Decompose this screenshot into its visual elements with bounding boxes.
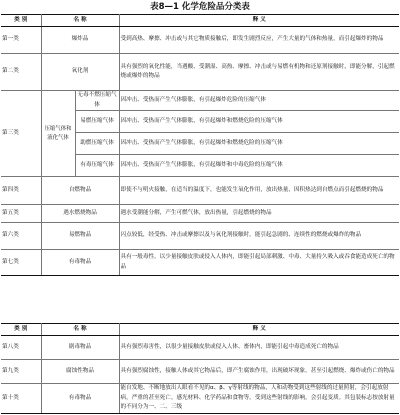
name-cell: 氧化剂 xyxy=(41,54,119,91)
category-cell: 第八类 xyxy=(1,336,41,360)
definition-cell: 即使不与明火接触，在适当的温度下，也能发生氧化作用，放出热量，因积热达到自燃点而引起燃烧的物品 xyxy=(119,177,399,205)
definition-cell: 闪点较低，经受热、冲击或摩擦以及与氧化剂接触时，能引起急剧的、连续性的燃烧或爆炸的物品 xyxy=(119,223,399,250)
name-cell: 有毒物品 xyxy=(41,384,119,414)
table-row xyxy=(1,360,399,384)
header-definition: 释 义 xyxy=(119,324,399,336)
header-category: 类 别 xyxy=(1,15,41,27)
header-definition: 释 义 xyxy=(119,15,399,27)
definition-cell: 遇水受潮能分解，产生可燃气体，放出热量，引起燃烧的物品 xyxy=(119,205,399,223)
table-row xyxy=(1,91,399,111)
subcategory-cell: 助燃压缩气体 xyxy=(75,133,119,155)
classification-table-part-2 xyxy=(1,323,399,414)
name-cell: 有毒物品 xyxy=(41,250,119,276)
table-row xyxy=(1,223,399,250)
table-row xyxy=(1,205,399,223)
table-row xyxy=(1,250,399,276)
header-category: 类 别 xyxy=(1,324,41,336)
header-name: 名 称 xyxy=(41,324,119,336)
definition-cell: 具有强烈腐蚀性，接触人体或其它物品后，即产生腐蚀作用，出现破坏现象，甚至引起燃烧、爆炸或伤亡的物品 xyxy=(119,360,399,384)
table-row xyxy=(1,27,399,54)
category-cell: 第九类 xyxy=(1,360,41,384)
name-cell: 遇水燃烧物品 xyxy=(41,205,119,223)
subcategory-cell: 无毒不燃压缩气体 xyxy=(75,91,119,111)
name-cell: 易燃物品 xyxy=(41,223,119,250)
table-title: 表8—1 化学危险品分类表 xyxy=(150,2,250,12)
definition-cell: 因冲击、受热而产生气体膨胀，有引起爆炸和中毒危险的压缩气体 xyxy=(119,155,399,177)
category-cell: 第六类 xyxy=(1,223,41,250)
classification-table-part-1 xyxy=(1,14,399,276)
category-cell: 第七类 xyxy=(1,250,41,276)
definition-cell: 因冲击、受热而产生气体膨胀，有引起爆炸危险的压缩气体 xyxy=(119,91,399,111)
header-name: 名 称 xyxy=(41,15,119,27)
definition-cell: 能自发地、不断地放出人眼看不见的α、β、γ等射线的物品，人和动物受到这些射线的过量照射，会引起放射病，严重的甚至死亡。感光材料、化学药品和食物等，受到这些射线的影响，会引起变质。其包装标志按放射量的不同分为一、二、三级 xyxy=(119,384,399,414)
subcategory-cell: 易燃压缩气体 xyxy=(75,111,119,133)
name-cell: 自燃物品 xyxy=(41,177,119,205)
definition-cell: 受到高热、摩擦、冲击或与其它物质接触后，即发生剧烈反应，产生大量的气体和热量，而引起爆炸的物品 xyxy=(119,27,399,54)
category-cell: 第一类 xyxy=(1,27,41,54)
name-cell: 压缩气体和液化气体 xyxy=(41,91,75,177)
definition-cell: 具有强烈毒害性，以很少量接触皮肤或侵入人体、畜体内，即能引起中毒造成死亡的物品 xyxy=(119,336,399,360)
definition-cell: 因冲击、受热而产生气体膨胀，有引起爆炸和燃烧危险的压缩气体 xyxy=(119,133,399,155)
table-row xyxy=(1,177,399,205)
category-cell: 第三类 xyxy=(1,91,41,177)
category-cell: 第五类 xyxy=(1,205,41,223)
category-cell: 第四类 xyxy=(1,177,41,205)
category-cell: 第二类 xyxy=(1,54,41,91)
table-row xyxy=(1,336,399,360)
table-row xyxy=(1,54,399,91)
category-cell: 第十类 xyxy=(1,384,41,414)
table-row xyxy=(1,384,399,414)
name-cell: 剧毒物品 xyxy=(41,336,119,360)
definition-cell: 因冲击、受热而产生气体膨胀，有引起爆炸和燃烧危险的压缩气体 xyxy=(119,111,399,133)
subcategory-cell: 有毒压缩气体 xyxy=(75,155,119,177)
definition-cell: 具有一般毒性，以少量接触皮肤或侵入人体内，即能引起局部刺激、中毒、大量持久吸入或吞食能造成死亡的物品 xyxy=(119,250,399,276)
definition-cell: 具有强烈的氧化性能，当遇酸、受潮湿、高热、摩擦、冲击或与易燃有机物和还原剂接触时，即能分解，引起燃烧或爆炸的物品 xyxy=(119,54,399,91)
name-cell: 爆炸品 xyxy=(41,27,119,54)
name-cell: 腐蚀性物品 xyxy=(41,360,119,384)
